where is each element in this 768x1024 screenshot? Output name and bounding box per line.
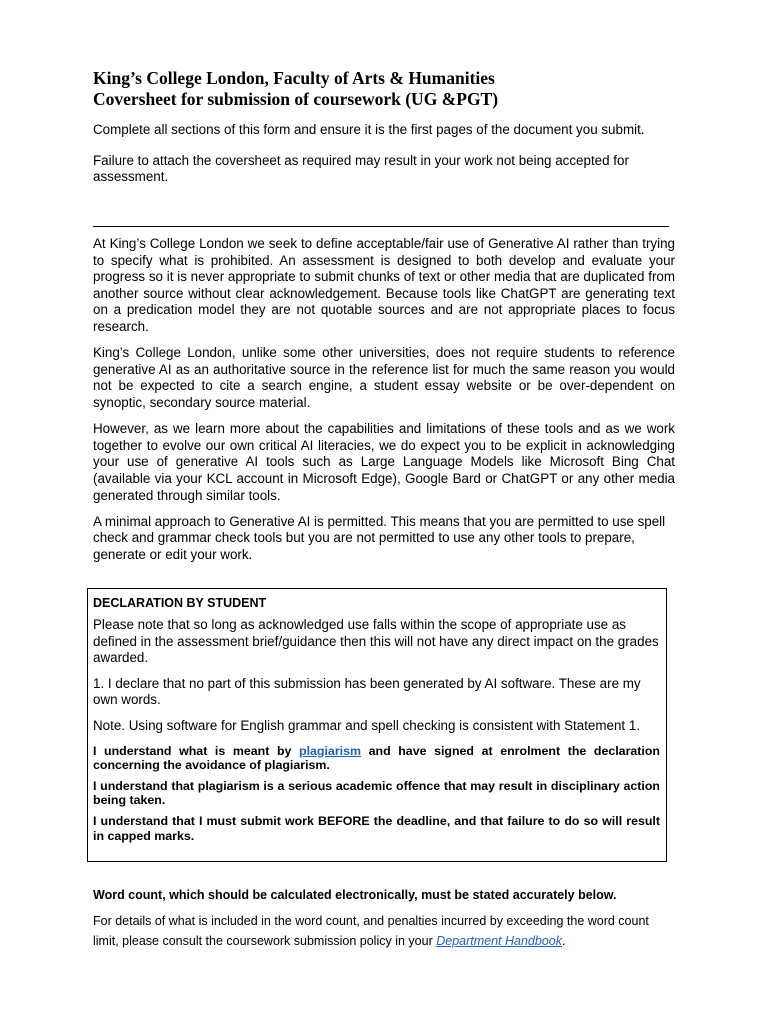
plagiarism-statement-suffix: and have signed at enrolment the declaration concerning the avoidance of plagiarism.	[93, 743, 660, 773]
declaration-note-2: Note. Using software for English grammar and spell checking is consistent with Statement 1.	[93, 717, 641, 733]
policy-paragraph-2: King’s College London, unlike some other universities, does not require students to reference generative AI as an authoritative source in the reference list for much the same reason you would not be expected to cite a search engine, a student essay website or be over-dependent on synoptic, secondary source material.	[93, 345, 675, 410]
policy-paragraph-1: At King’s College London we seek to define acceptable/fair use of Generative AI rather than trying to specify what is prohibited. An assessment is designed to both develop and evaluate your progress so it is never appropriate to submit chunks of text or other media that are duplicated from another source without clear acknowledgement. Because tools like ChatGPT are generating text on a predication model they are not quotable sources and are not appropriate places to focus research.	[93, 236, 675, 334]
intro-paragraph-1: Complete all sections of this form and ensure it is the first pages of the document you submit.	[93, 122, 645, 137]
plagiarism-link[interactable]: plagiarism	[299, 743, 361, 758]
word-count-details-suffix: .	[562, 933, 566, 948]
deadline-statement: I understand that I must submit work BEFORE the deadline, and that failure to do so will result in capped marks.	[93, 813, 660, 843]
section-divider	[93, 226, 669, 227]
declaration-heading: DECLARATION BY STUDENT	[93, 596, 267, 610]
intro-paragraph-2: Failure to attach the coversheet as required may result in your work not being accepted for assessment.	[93, 152, 629, 184]
plagiarism-statement-prefix: I understand what is meant by	[93, 743, 292, 758]
ai-policy-section	[93, 236, 675, 563]
declaration-statement-1: 1. I declare that no part of this submission has been generated by AI software. These are my own words.	[93, 675, 641, 708]
policy-paragraph-3: However, as we learn more about the capabilities and limitations of these tools and as we work together to evolve our own critical AI literacies, we do expect you to be explicit in acknowledging your use of generative AI tools such as Large Language Models like Microsoft Bing Chat (available via your KCL account in Microsoft Edge), Google Bard or ChatGPT or any other media generated through similar tools.	[93, 421, 675, 503]
policy-paragraph-4: A minimal approach to Generative AI is permitted. This means that you are permitted to use spell check and grammar check tools but you are not permitted to use any other tools to prepare, generate or edit your work.	[93, 513, 666, 562]
word-count-details-prefix: For details of what is included in the word count, and penalties incurred by exceeding the word count limit, please consult the coursework submission policy in your	[93, 914, 649, 948]
page-title-line1: King’s College London, Faculty of Arts & Humanities	[93, 68, 495, 88]
offence-statement: I understand that plagiarism is a serious academic offence that may result in disciplinary action being taken.	[93, 778, 660, 808]
word-count-heading: Word count, which should be calculated electronically, must be stated accurately below.	[93, 888, 617, 902]
declaration-note-1: Please note that so long as acknowledged use falls within the scope of appropriate use as defined in the assessment brief/guidance then this will not have any direct impact on the grades awarded.	[93, 617, 659, 666]
declaration-box	[87, 588, 667, 862]
department-handbook-link[interactable]: Department Handbook	[436, 933, 562, 948]
plagiarism-statement	[93, 744, 660, 773]
page-title-line2: Coversheet for submission of coursework (UG &PGT)	[93, 89, 499, 109]
word-count-details	[93, 912, 675, 951]
coversheet-page	[93, 68, 675, 562]
